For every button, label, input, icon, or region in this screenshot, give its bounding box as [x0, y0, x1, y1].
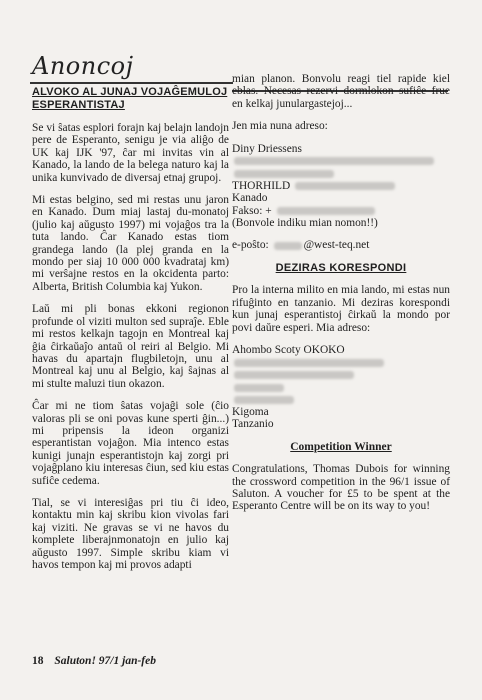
- redacted-text: [277, 207, 375, 215]
- competition-title: Competition Winner: [290, 440, 392, 453]
- redacted-text: [234, 170, 334, 178]
- article-paragraph-4: Ĉar mi ne tiom ŝatas vojaĝi sole (ĉio valoras pli se oni povas kune sperti ĝin...) mi pripensis la ideon organizi esperantistan vojaĝon. Mia intenco estas kunigi junajn esperantistojn kaj zorgi pri vojaĝplano kiu interesas ĉiun, sed kiu estas sufiĉe cedema.: [32, 400, 229, 487]
- contact-name: Diny Driessens: [232, 142, 302, 155]
- redacted-address-line: [232, 381, 450, 393]
- korespondi-country: Tanzanio: [232, 418, 274, 431]
- contact-fax-line: [232, 205, 450, 217]
- article-paragraph-2: Mi estas belgino, sed mi restas unu jaron en Kanado. Dum miaj lastaj du-monatoj (julio kaj aŭgusto 1997) mi vojaĝos tra la tuta lando. Ĉar Kanado estas tiom grandega lando (la plej granda en la mondo per siaj 10 000 000 kvadrataj km) mi verŝajne restos en la okcidenta parto: Alberta, British Columbia kaj Yukon.: [32, 194, 229, 293]
- fax-label: Fakso:: [232, 204, 263, 217]
- heading-rule-left: [30, 82, 233, 84]
- page-number: 18: [32, 655, 44, 667]
- korespondi-address-block: [232, 344, 450, 431]
- article-paragraph-3: Laŭ mi pli bonas ekkoni regionon profunde ol viziti multon sed supraĵe. Eble mi restos kelkajn tagojn en Montreal kaj ĝia ĉirkaŭaĵo antaŭ ol reiri al Belgio. Mi havas du apartajn flugbiletojn, unu al Montreal kaj unu al Belgio, kaj ŝajnas al mi stulte maluzi tiun okazon.: [32, 303, 229, 390]
- contact-address-block: [232, 143, 450, 230]
- page-footer: [32, 655, 156, 667]
- contact-city: THORHILD: [232, 179, 291, 192]
- section-heading: Anoncoj: [32, 52, 134, 80]
- redacted-text: [234, 359, 384, 367]
- right-column: [232, 73, 450, 523]
- contact-email-line: [232, 239, 450, 251]
- contact-country: Kanado: [232, 192, 268, 205]
- email-label: e-poŝto:: [232, 239, 269, 252]
- article-title: ALVOKO AL JUNAJ VOJAĜEMULOJ ESPERANTISTAJ: [32, 86, 228, 111]
- redacted-address-line: [232, 155, 450, 167]
- redacted-text: [234, 396, 294, 404]
- korespondi-city: Kigoma: [232, 405, 269, 418]
- continued-paragraph: mian planon. Bonvolu reagi tiel rapide kiel eblas. Necesas rezervi dormlokon sufiĉe frue en kelkaj junulargastejoj...: [232, 73, 450, 110]
- redacted-text: [295, 182, 395, 190]
- redacted-address-line: [232, 394, 450, 406]
- redacted-address-line: [232, 369, 450, 381]
- redacted-text: [234, 157, 434, 165]
- address-intro: Jen mia nuna adreso:: [232, 120, 328, 133]
- contact-city-line: [232, 180, 450, 192]
- left-column: [32, 86, 229, 581]
- redacted-address-line: [232, 167, 450, 179]
- fax-prefix: +: [265, 204, 272, 217]
- fax-note: (Bonvole indiku mian nomon!!): [232, 217, 378, 230]
- redacted-text: [274, 242, 302, 250]
- korespondi-title: DEZIRAS KORESPONDI: [275, 261, 407, 274]
- redacted-address-line: [232, 356, 450, 368]
- email-domain: @west-teq.net: [303, 239, 370, 252]
- korespondi-text: Pro la interna milito en mia lando, mi estas nun rifuĝinto en tanzanio. Mi deziras korespondi kun junaj esperantistoj ĉirkaŭ la mondo por povi daŭre esperi. Mia adreso:: [232, 284, 450, 334]
- competition-text: Congratulations, Thomas Dubois for winning the crossword competition in the 96/1 issue of Saluton. A voucher for £5 to be spent at the Esperanto Centre will be on its way to you!: [232, 463, 450, 513]
- article-paragraph-5: Tial, se vi interesiĝas pri tiu ĉi ideo, kontaktu min kaj skribu kion vivolas fari kaj viziti. Ne gravas se vi ne havos du komplete liberajnmonatojn en julio kaj aŭgusto 1997. Simple skribu kiam vi havos tempon kaj mi provos adapti: [32, 496, 229, 571]
- redacted-text: [234, 371, 354, 379]
- publication-info: Saluton! 97/1 jan-feb: [54, 655, 156, 667]
- article-paragraph-1: Se vi ŝatas esplori forajn kaj belajn landojn pere de Esperanto, senigu je via aliĝo de UK kaj IJK '97, ĉar mi invitas vin al Kanado, la lando de la belega naturo kaj la unika kunvivado de diversaj etnaj grupoj.: [32, 122, 229, 184]
- redacted-text: [234, 384, 284, 392]
- korespondi-name: Ahombo Scoty OKOKO: [232, 343, 345, 356]
